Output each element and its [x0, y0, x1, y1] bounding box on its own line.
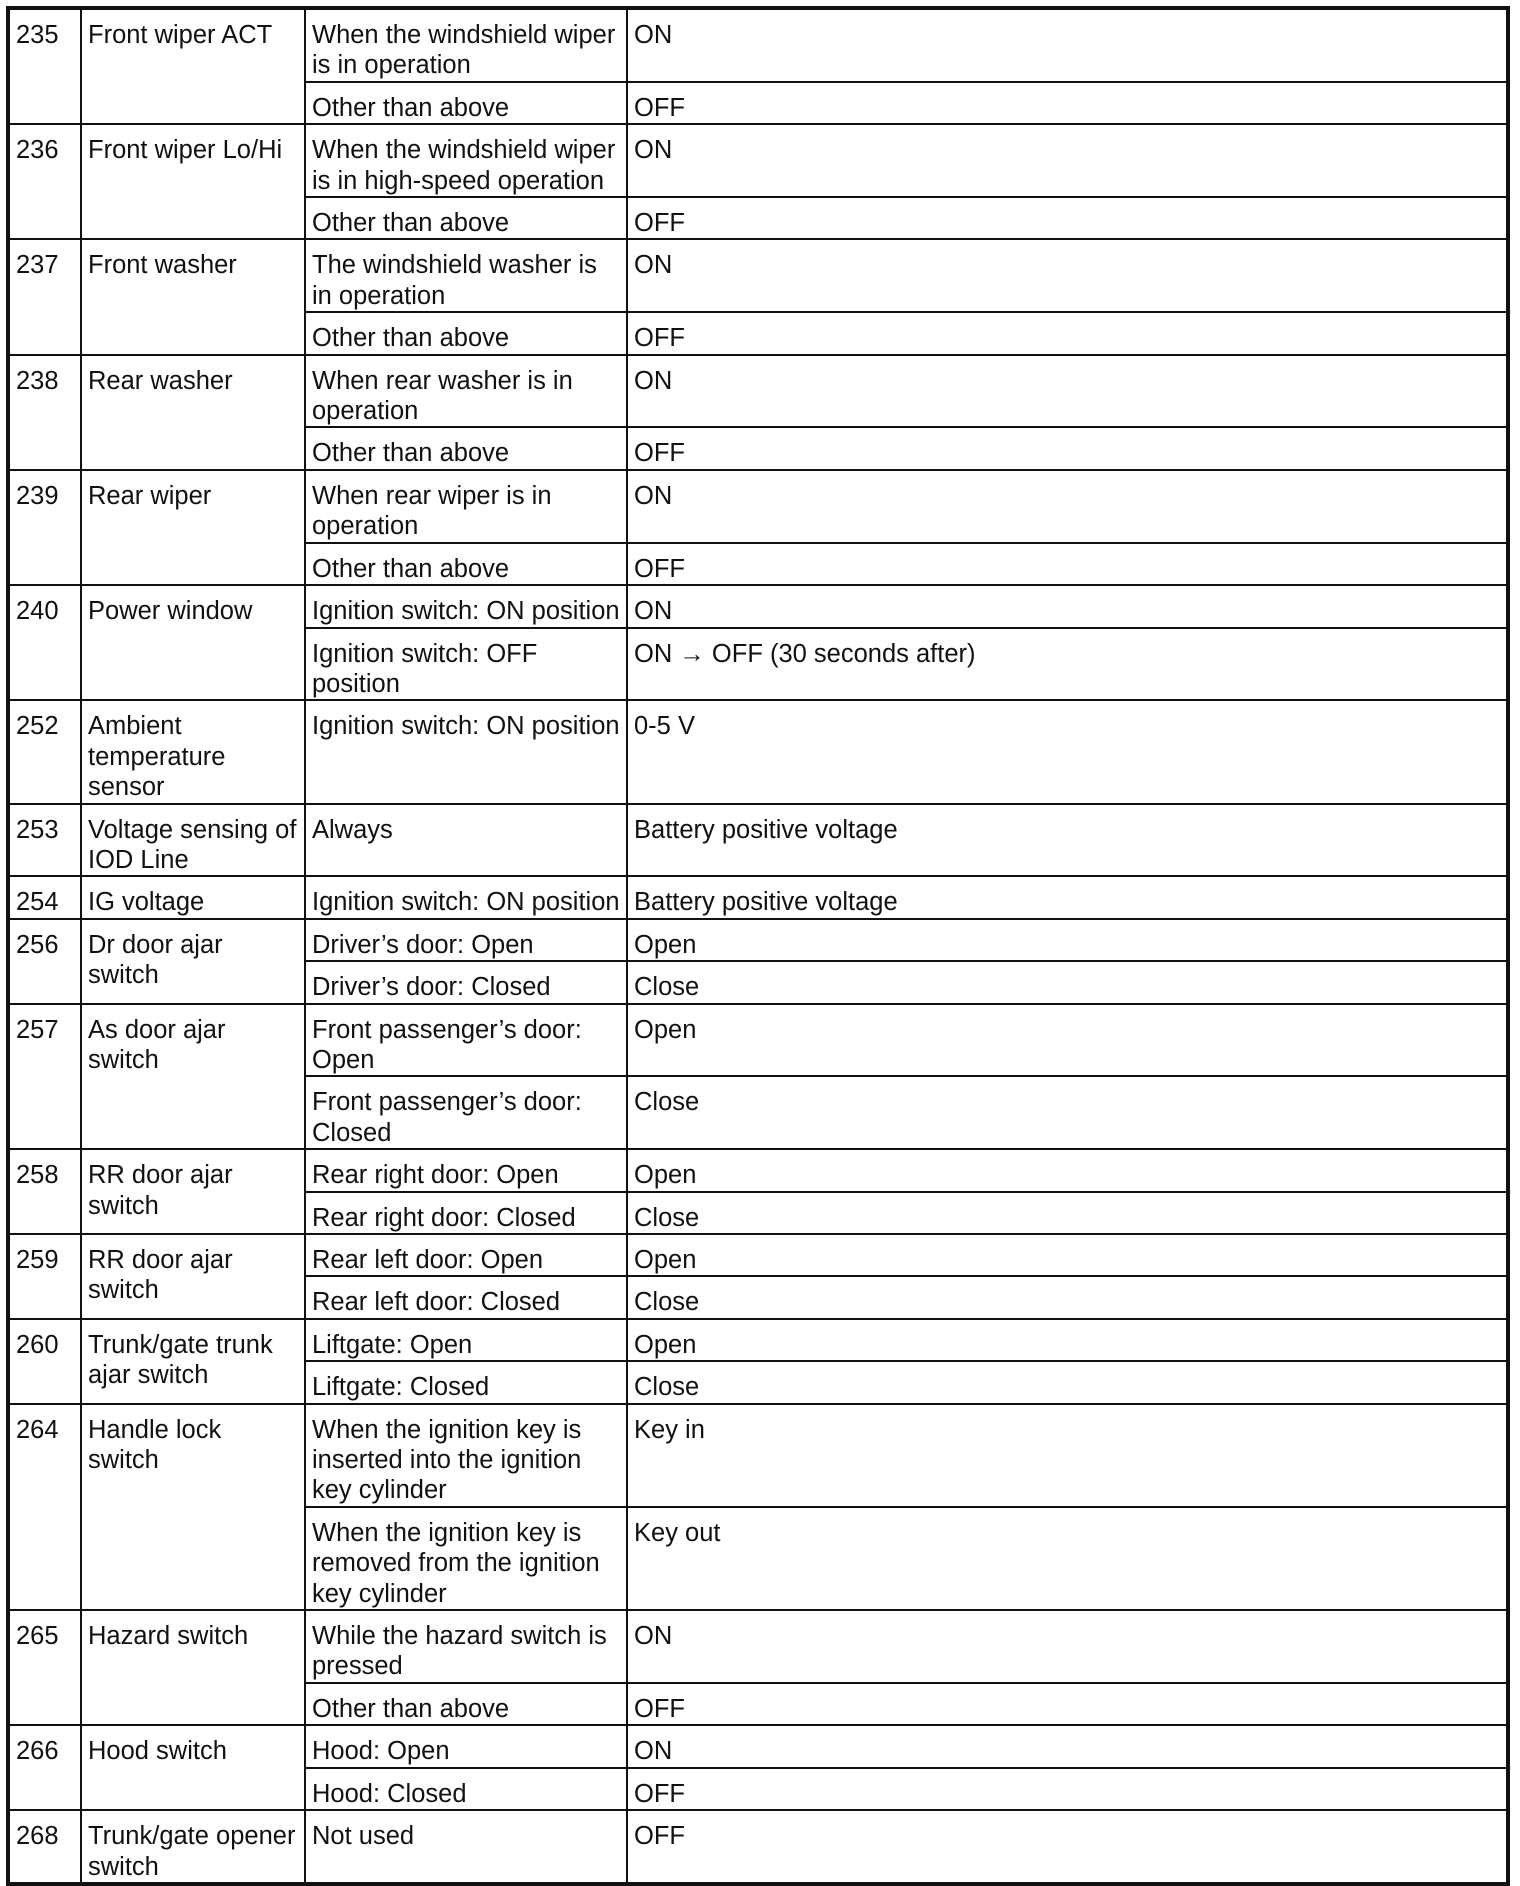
terminal-number-cell: 256 — [8, 919, 81, 1004]
table-row — [8, 124, 1508, 197]
value-cell: OFF — [627, 82, 1508, 124]
value-cell: OFF — [627, 1768, 1508, 1810]
condition-cell: Driver’s door: Closed — [305, 961, 627, 1003]
value-cell: Open — [627, 1004, 1508, 1077]
condition-cell: The windshield washer is in operation — [305, 239, 627, 312]
condition-cell: Liftgate: Closed — [305, 1361, 627, 1403]
table-row — [8, 919, 1508, 961]
terminal-table — [6, 6, 1510, 1886]
item-cell: Ambient temperature sensor — [81, 700, 305, 803]
value-cell: Close — [627, 1192, 1508, 1234]
item-cell: Voltage sensing of IOD Line — [81, 804, 305, 877]
condition-cell: Front passenger’s door: Open — [305, 1004, 627, 1077]
terminal-number-cell: 265 — [8, 1610, 81, 1725]
terminal-number-cell: 266 — [8, 1725, 81, 1810]
condition-cell: Rear left door: Closed — [305, 1276, 627, 1318]
condition-cell: Ignition switch: OFF position — [305, 628, 627, 701]
table-row — [8, 1404, 1508, 1507]
value-cell: Open — [627, 1319, 1508, 1361]
condition-cell: Driver’s door: Open — [305, 919, 627, 961]
table-row — [8, 1149, 1508, 1191]
value-cell: ON — [627, 124, 1508, 197]
terminal-number-cell: 257 — [8, 1004, 81, 1150]
terminal-number-cell: 259 — [8, 1234, 81, 1319]
value-cell: Open — [627, 1149, 1508, 1191]
condition-cell: When rear wiper is in operation — [305, 470, 627, 543]
condition-cell: When the windshield wiper is in operation — [305, 8, 627, 82]
table-row — [8, 700, 1508, 803]
condition-cell: Not used — [305, 1810, 627, 1884]
condition-cell: Hood: Closed — [305, 1768, 627, 1810]
item-cell: Rear wiper — [81, 470, 305, 585]
value-cell: OFF — [627, 1683, 1508, 1725]
value-cell: Close — [627, 1276, 1508, 1318]
item-cell: Front wiper Lo/Hi — [81, 124, 305, 239]
item-cell: Rear washer — [81, 355, 305, 470]
value-cell: OFF — [627, 197, 1508, 239]
condition-cell: Other than above — [305, 82, 627, 124]
item-cell: Trunk/gate trunk ajar switch — [81, 1319, 305, 1404]
table-row — [8, 470, 1508, 543]
value-cell: ON — [627, 585, 1508, 627]
table-body — [8, 8, 1508, 1884]
value-cell: OFF — [627, 427, 1508, 469]
terminal-number-cell: 252 — [8, 700, 81, 803]
condition-cell: Other than above — [305, 197, 627, 239]
table-row — [8, 1234, 1508, 1276]
item-cell: Dr door ajar switch — [81, 919, 305, 1004]
terminal-number-cell: 236 — [8, 124, 81, 239]
value-cell: ON — [627, 239, 1508, 312]
condition-cell: When the windshield wiper is in high-speed operation — [305, 124, 627, 197]
item-cell: Hood switch — [81, 1725, 305, 1810]
condition-cell: Ignition switch: ON position — [305, 700, 627, 803]
condition-cell: Rear right door: Closed — [305, 1192, 627, 1234]
terminal-number-cell: 258 — [8, 1149, 81, 1234]
item-cell: IG voltage — [81, 876, 305, 918]
item-cell: Front washer — [81, 239, 305, 354]
table-row — [8, 239, 1508, 312]
value-cell: ON → OFF (30 seconds after) — [627, 628, 1508, 701]
table-row — [8, 1725, 1508, 1767]
item-cell: Front wiper ACT — [81, 8, 305, 124]
table-row — [8, 585, 1508, 627]
condition-cell: Other than above — [305, 1683, 627, 1725]
condition-cell: Ignition switch: ON position — [305, 585, 627, 627]
value-cell: ON — [627, 8, 1508, 82]
value-cell: OFF — [627, 543, 1508, 585]
value-cell: ON — [627, 470, 1508, 543]
terminal-number-cell: 237 — [8, 239, 81, 354]
value-cell: Battery positive voltage — [627, 876, 1508, 918]
terminal-number-cell: 239 — [8, 470, 81, 585]
item-cell: RR door ajar switch — [81, 1149, 305, 1234]
table-row — [8, 1610, 1508, 1683]
table-row — [8, 1319, 1508, 1361]
condition-cell: Other than above — [305, 312, 627, 354]
item-cell: Power window — [81, 585, 305, 700]
item-cell: RR door ajar switch — [81, 1234, 305, 1319]
terminal-number-cell: 254 — [8, 876, 81, 918]
terminal-number-cell: 238 — [8, 355, 81, 470]
condition-cell: Front passenger’s door: Closed — [305, 1076, 627, 1149]
condition-cell: When the ignition key is removed from the ignition key cylinder — [305, 1507, 627, 1610]
value-cell: Battery positive voltage — [627, 804, 1508, 877]
table-row — [8, 804, 1508, 877]
condition-cell: Other than above — [305, 427, 627, 469]
value-cell: Close — [627, 1361, 1508, 1403]
value-cell: Key in — [627, 1404, 1508, 1507]
table-row — [8, 355, 1508, 428]
item-cell: Hazard switch — [81, 1610, 305, 1725]
value-cell: Close — [627, 1076, 1508, 1149]
terminal-number-cell: 260 — [8, 1319, 81, 1404]
terminal-number-cell: 240 — [8, 585, 81, 700]
table-row — [8, 8, 1508, 82]
condition-cell: When rear washer is in operation — [305, 355, 627, 428]
value-cell: Close — [627, 961, 1508, 1003]
table-row — [8, 1810, 1508, 1884]
value-cell: Key out — [627, 1507, 1508, 1610]
condition-cell: While the hazard switch is pressed — [305, 1610, 627, 1683]
condition-cell: Rear left door: Open — [305, 1234, 627, 1276]
value-cell: Open — [627, 1234, 1508, 1276]
condition-cell: Liftgate: Open — [305, 1319, 627, 1361]
value-cell: ON — [627, 1610, 1508, 1683]
terminal-number-cell: 264 — [8, 1404, 81, 1610]
item-cell: Trunk/gate opener switch — [81, 1810, 305, 1884]
value-cell: Open — [627, 919, 1508, 961]
value-cell: ON — [627, 1725, 1508, 1767]
value-cell: 0-5 V — [627, 700, 1508, 803]
terminal-number-cell: 253 — [8, 804, 81, 877]
condition-cell: When the ignition key is inserted into the ignition key cylinder — [305, 1404, 627, 1507]
terminal-number-cell: 268 — [8, 1810, 81, 1884]
value-cell: OFF — [627, 312, 1508, 354]
condition-cell: Ignition switch: ON position — [305, 876, 627, 918]
terminal-number-cell: 235 — [8, 8, 81, 124]
value-cell: OFF — [627, 1810, 1508, 1884]
item-cell: As door ajar switch — [81, 1004, 305, 1150]
condition-cell: Hood: Open — [305, 1725, 627, 1767]
item-cell: Handle lock switch — [81, 1404, 305, 1610]
value-cell: ON — [627, 355, 1508, 428]
table-row — [8, 1004, 1508, 1077]
condition-cell: Rear right door: Open — [305, 1149, 627, 1191]
condition-cell: Always — [305, 804, 627, 877]
condition-cell: Other than above — [305, 543, 627, 585]
table-row — [8, 876, 1508, 918]
